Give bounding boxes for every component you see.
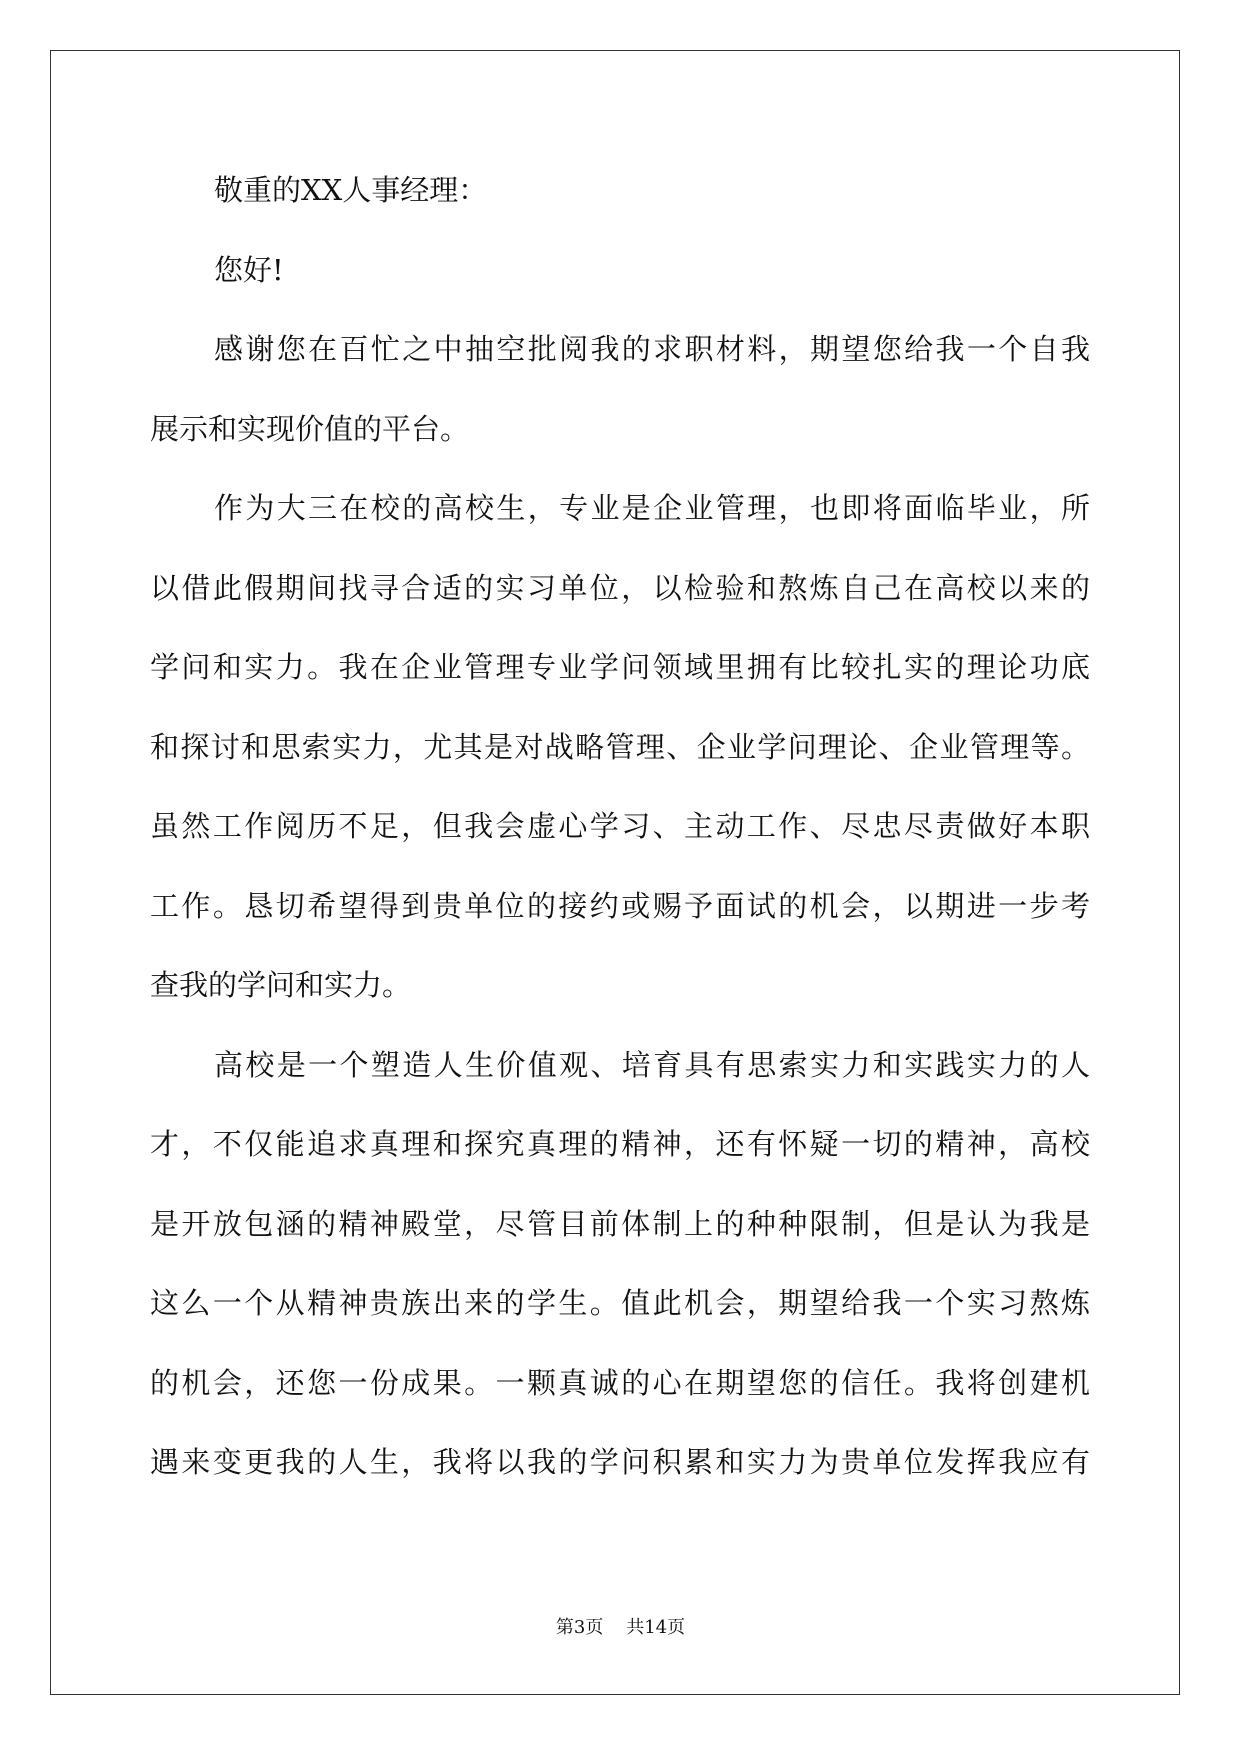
page-number: 第3页 [555, 1617, 604, 1638]
page-footer [0, 1613, 1241, 1639]
paragraph-line: 高校是一个塑造人生价值观、培育具有思索实力和实践实力的人 [214, 1047, 1090, 1082]
paragraph-line: 学问和实力。我在企业管理专业学问领域里拥有比较扎实的理论功底 [150, 650, 1090, 684]
greeting: 您好! [214, 252, 284, 287]
page-total: 共14页 [626, 1617, 686, 1638]
paragraph-line: 工作。恳切希望得到贵单位的接约或赐予面试的机会，以期进一步考 [150, 888, 1090, 923]
paragraph-line: 以借此假期间找寻合适的实习单位，以检验和熬炼自己在高校以来的 [150, 570, 1090, 605]
paragraph-line: 和探讨和思索实力，尤其是对战略管理、企业学问理论、企业管理等。 [150, 729, 1090, 764]
paragraph-line: 的机会，还您一份成果。一颗真诚的心在期望您的信任。我将创建机 [150, 1365, 1090, 1400]
paragraph-line: 才，不仅能追求真理和探究真理的精神，还有怀疑一切的精神，高校 [150, 1127, 1090, 1161]
paragraph-line: 是开放包涵的精神殿堂，尽管目前体制上的种种限制，但是认为我是 [150, 1206, 1090, 1241]
paragraph-line: 展示和实现价值的平台。 [150, 411, 470, 446]
paragraph-line: 查我的学问和实力。 [150, 968, 412, 1002]
salutation: 敬重的XX人事经理： [214, 173, 488, 207]
paragraph-line: 这么一个从精神贵族出来的学生。值此机会，期望给我一个实习熬炼 [150, 1286, 1090, 1320]
paragraph-line: 感谢您在百忙之中抽空批阅我的求职材料，期望您给我一个自我 [214, 332, 1090, 366]
letter-body [150, 162, 1090, 1514]
paragraph-line: 遇来变更我的人生，我将以我的学问积累和实力为贵单位发挥我应有 [150, 1445, 1090, 1479]
paragraph-line: 虽然工作阅历不足，但我会虚心学习、主动工作、尽忠尽责做好本职 [150, 809, 1090, 843]
paragraph-line: 作为大三在校的高校生，专业是企业管理，也即将面临毕业，所 [214, 491, 1090, 525]
